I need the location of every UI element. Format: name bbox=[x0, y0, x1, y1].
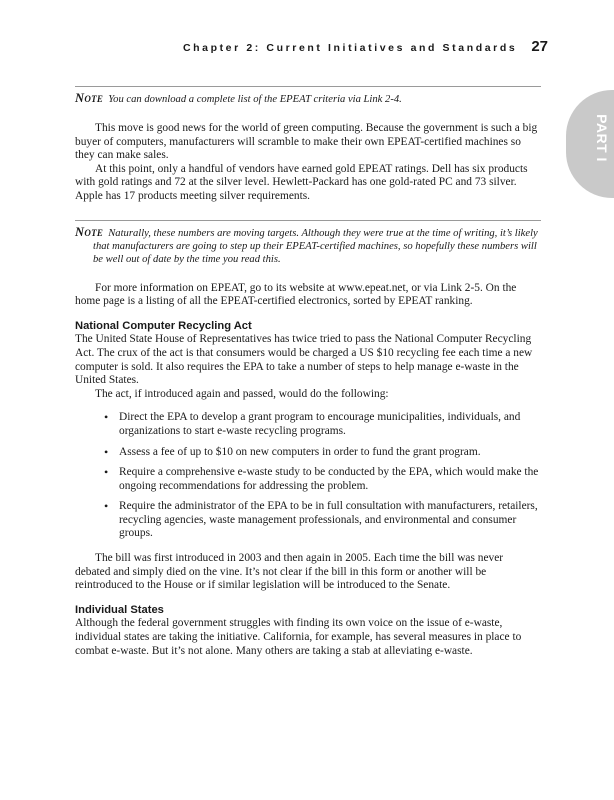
section-heading: National Computer Recycling Act bbox=[75, 319, 252, 332]
note-box bbox=[75, 86, 541, 106]
paragraph: For more information on EPEAT, go to its website at www.epeat.net, or via Link 2-5. On the home page is a listing of all the EPEAT-certified electronics, sorted by EPEAT ranking. bbox=[75, 281, 517, 308]
list-item: • Direct the EPA to develop a grant program to encourage municipalities, individuals, and organizations to start e-waste recycling programs. bbox=[119, 411, 541, 438]
section-heading: Individual States bbox=[75, 603, 164, 616]
paragraph: Although the federal government struggles with finding its own voice on the issue of e-waste, individual states are taking the initiative. California, for example, has several measures in place to combat e-waste. But it’s not alone. Many others are taking a stab at alleviating e-waste. bbox=[75, 617, 522, 657]
part-tab-label: PART I bbox=[593, 114, 610, 162]
list-item: • Require the administrator of the EPA to be in full consultation with manufacturers, retailers, recycling agencies, waste management professionals, and environmental and consumer groups. bbox=[119, 500, 541, 541]
page-number: 27 bbox=[531, 38, 548, 55]
paragraph: This move is good news for the world of green computing. Because the government is such a big buyer of computers, manufacturers will scramble to make their own EPEAT-certified machines so they can make sales. bbox=[75, 122, 538, 162]
note-text: Naturally, these numbers are moving targets. Although they were true at the time of writing, it’s likely that manufacturers are going to step up their EPEAT-certified machines, so hopefully these numbers will be well out of date by the time you read this. bbox=[93, 227, 538, 265]
paragraph: The United State House of Representatives has twice tried to pass the National Computer Recycling Act. The crux of the act is that consumers would be charged a US $10 recycling fee each time a new computer is sold. It also requires the EPA to take a number of steps to help manage e-waste in the United States. bbox=[75, 333, 533, 387]
paragraph: The bill was first introduced in 2003 and then again in 2005. Each time the bill was never debated and simply died on the vine. It’s not clear if the bill in this form or another will be reintroduced to the House or if similar legislation will be introduced to the Senate. bbox=[75, 552, 504, 592]
paragraph: At this point, only a handful of vendors have earned gold EPEAT ratings. Dell has six products with gold ratings and 72 at the silver level. Hewlett-Packard has one gold-rated PC and 73 silver. Apple has 17 products meeting silver requirements. bbox=[75, 162, 528, 202]
page-header bbox=[0, 38, 548, 56]
note-label: Note bbox=[75, 224, 104, 239]
list-item: • Require a comprehensive e-waste study to be conducted by the EPA, which would make the ongoing recommendations for addressing the problem. bbox=[119, 466, 541, 493]
running-head: Chapter 2: Current Initiatives and Standards bbox=[182, 42, 518, 54]
note-box bbox=[75, 220, 541, 266]
part-tab bbox=[566, 90, 614, 198]
note-text: You can download a complete list of the EPEAT criteria via Link 2-4. bbox=[108, 94, 402, 105]
note-label: Note bbox=[75, 91, 104, 105]
list-item: • Assess a fee of up to $10 on new computers in order to fund the grant program. bbox=[119, 446, 541, 460]
bullet-list bbox=[75, 411, 541, 541]
page-body bbox=[75, 86, 541, 658]
paragraph: The act, if introduced again and passed, would do the following: bbox=[95, 387, 389, 400]
